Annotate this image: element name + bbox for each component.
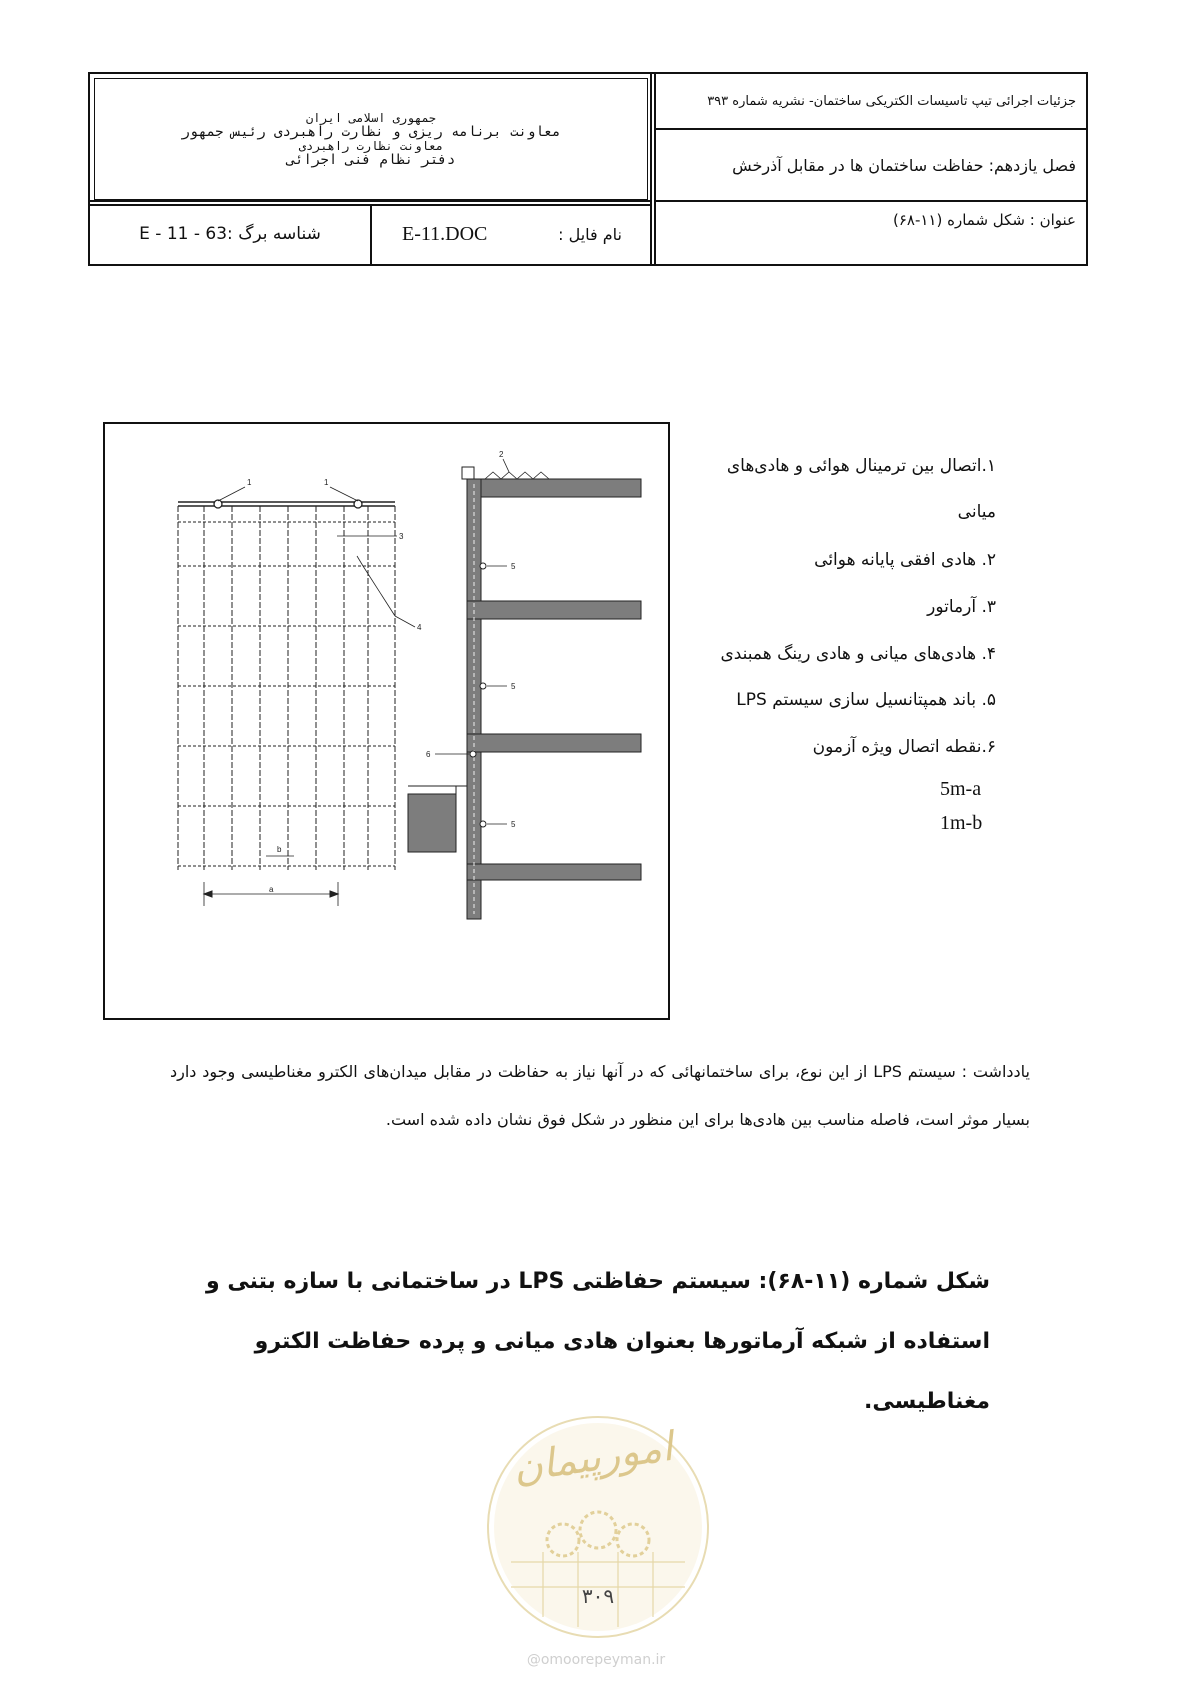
connection-point-1b xyxy=(354,500,362,508)
label-6: 6 xyxy=(426,750,431,759)
figure-title: عنوان : شکل شماره (۱۱-۶۸) xyxy=(892,211,1076,229)
at-icon: @ xyxy=(526,1652,541,1668)
publication-title: جزئیات اجرائی تیپ تاسیسات الکتریکی ساختمان- نشریه شماره ۳۹۳ xyxy=(707,93,1076,109)
org-line-3: معاونت نظارت راهبردی xyxy=(298,139,444,153)
file-label: نام فایل : xyxy=(558,224,622,244)
legend-item-4: ۴. هادی‌های میانی و هادی رینگ همبندی xyxy=(720,644,996,664)
label-2: 2 xyxy=(499,450,504,459)
org-line-2: معاونت برنامه ریزی و نظارت راهبردی رئیس جمهور xyxy=(181,124,561,140)
note-paragraph: یادداشت : سیستم LPS از این نوع، برای ساختمانهائی که در آنها نیاز به حفاظت در مقابل میدان‌های الکترو مغناطیسی وجود دارد بسیار موثر است، فاصله مناسب بین هادی‌ها برای این منظور در شکل فوق نشان داده شده است. xyxy=(170,1062,1030,1129)
label-5a: 5 xyxy=(511,562,516,571)
file-cell xyxy=(372,204,652,264)
label-b: b xyxy=(277,845,282,854)
figure-caption: شکل شماره (۱۱-۶۸): سیستم حفاظتی LPS در ساختمانی با سازه بتنی و استفاده از شبکه آرماتورها بعنوان هادی میانی و پرده حفاظت الکترو مغناطیسی. xyxy=(206,1269,990,1414)
watermark-brand: امورپیمان xyxy=(510,1423,676,1492)
mesh-elevation xyxy=(178,487,415,906)
building-section xyxy=(408,459,641,919)
watermark-logo xyxy=(483,1412,713,1642)
label-1b: 1 xyxy=(324,478,329,487)
legend-item-2: ۲. هادی افقی پایانه هوائی xyxy=(814,550,996,570)
label-5b: 5 xyxy=(511,682,516,691)
figure-frame xyxy=(103,422,670,1020)
connection-point-1 xyxy=(214,500,222,508)
legend-item-5: ۵. باند همپتانسیل سازی سیستم LPS xyxy=(736,690,996,710)
org-line-1: جمهوری اسلامی ایران xyxy=(305,111,437,125)
lps-diagram xyxy=(105,424,668,1018)
watermark-site-text: omoorepeyman.ir xyxy=(540,1652,666,1668)
label-3: 3 xyxy=(399,532,404,541)
legend-item-3: ۳. آرماتور xyxy=(927,597,996,617)
legend-item-1: ۱.اتصال بین ترمینال هوائی و هادی‌های xyxy=(726,456,996,476)
label-4: 4 xyxy=(417,623,422,632)
label-5c: 5 xyxy=(511,820,516,829)
dimension-b: 1m-b xyxy=(940,812,983,834)
dimension-a: 5m-a xyxy=(940,778,982,800)
header-table xyxy=(88,72,1088,266)
label-a: a xyxy=(269,885,274,894)
sheet-id: E - 11 - 63: شناسه برگ xyxy=(139,224,321,244)
page-number: ۳۰۹ xyxy=(581,1584,615,1608)
legend-item-1-cont: میانی xyxy=(957,502,996,522)
legend-item-6: ۶.نقطه اتصال ویژه آزمون xyxy=(812,737,996,757)
organization-block xyxy=(94,78,648,200)
file-name: E-11.DOC xyxy=(402,222,488,245)
label-1: 1 xyxy=(247,478,252,487)
org-line-4: دفتر نظام فنی اجرائی xyxy=(286,152,456,168)
chapter-title: فصل یازدهم: حفاظت ساختمان ها در مقابل آذرخش xyxy=(732,155,1076,175)
watermark-site xyxy=(506,1652,686,1668)
